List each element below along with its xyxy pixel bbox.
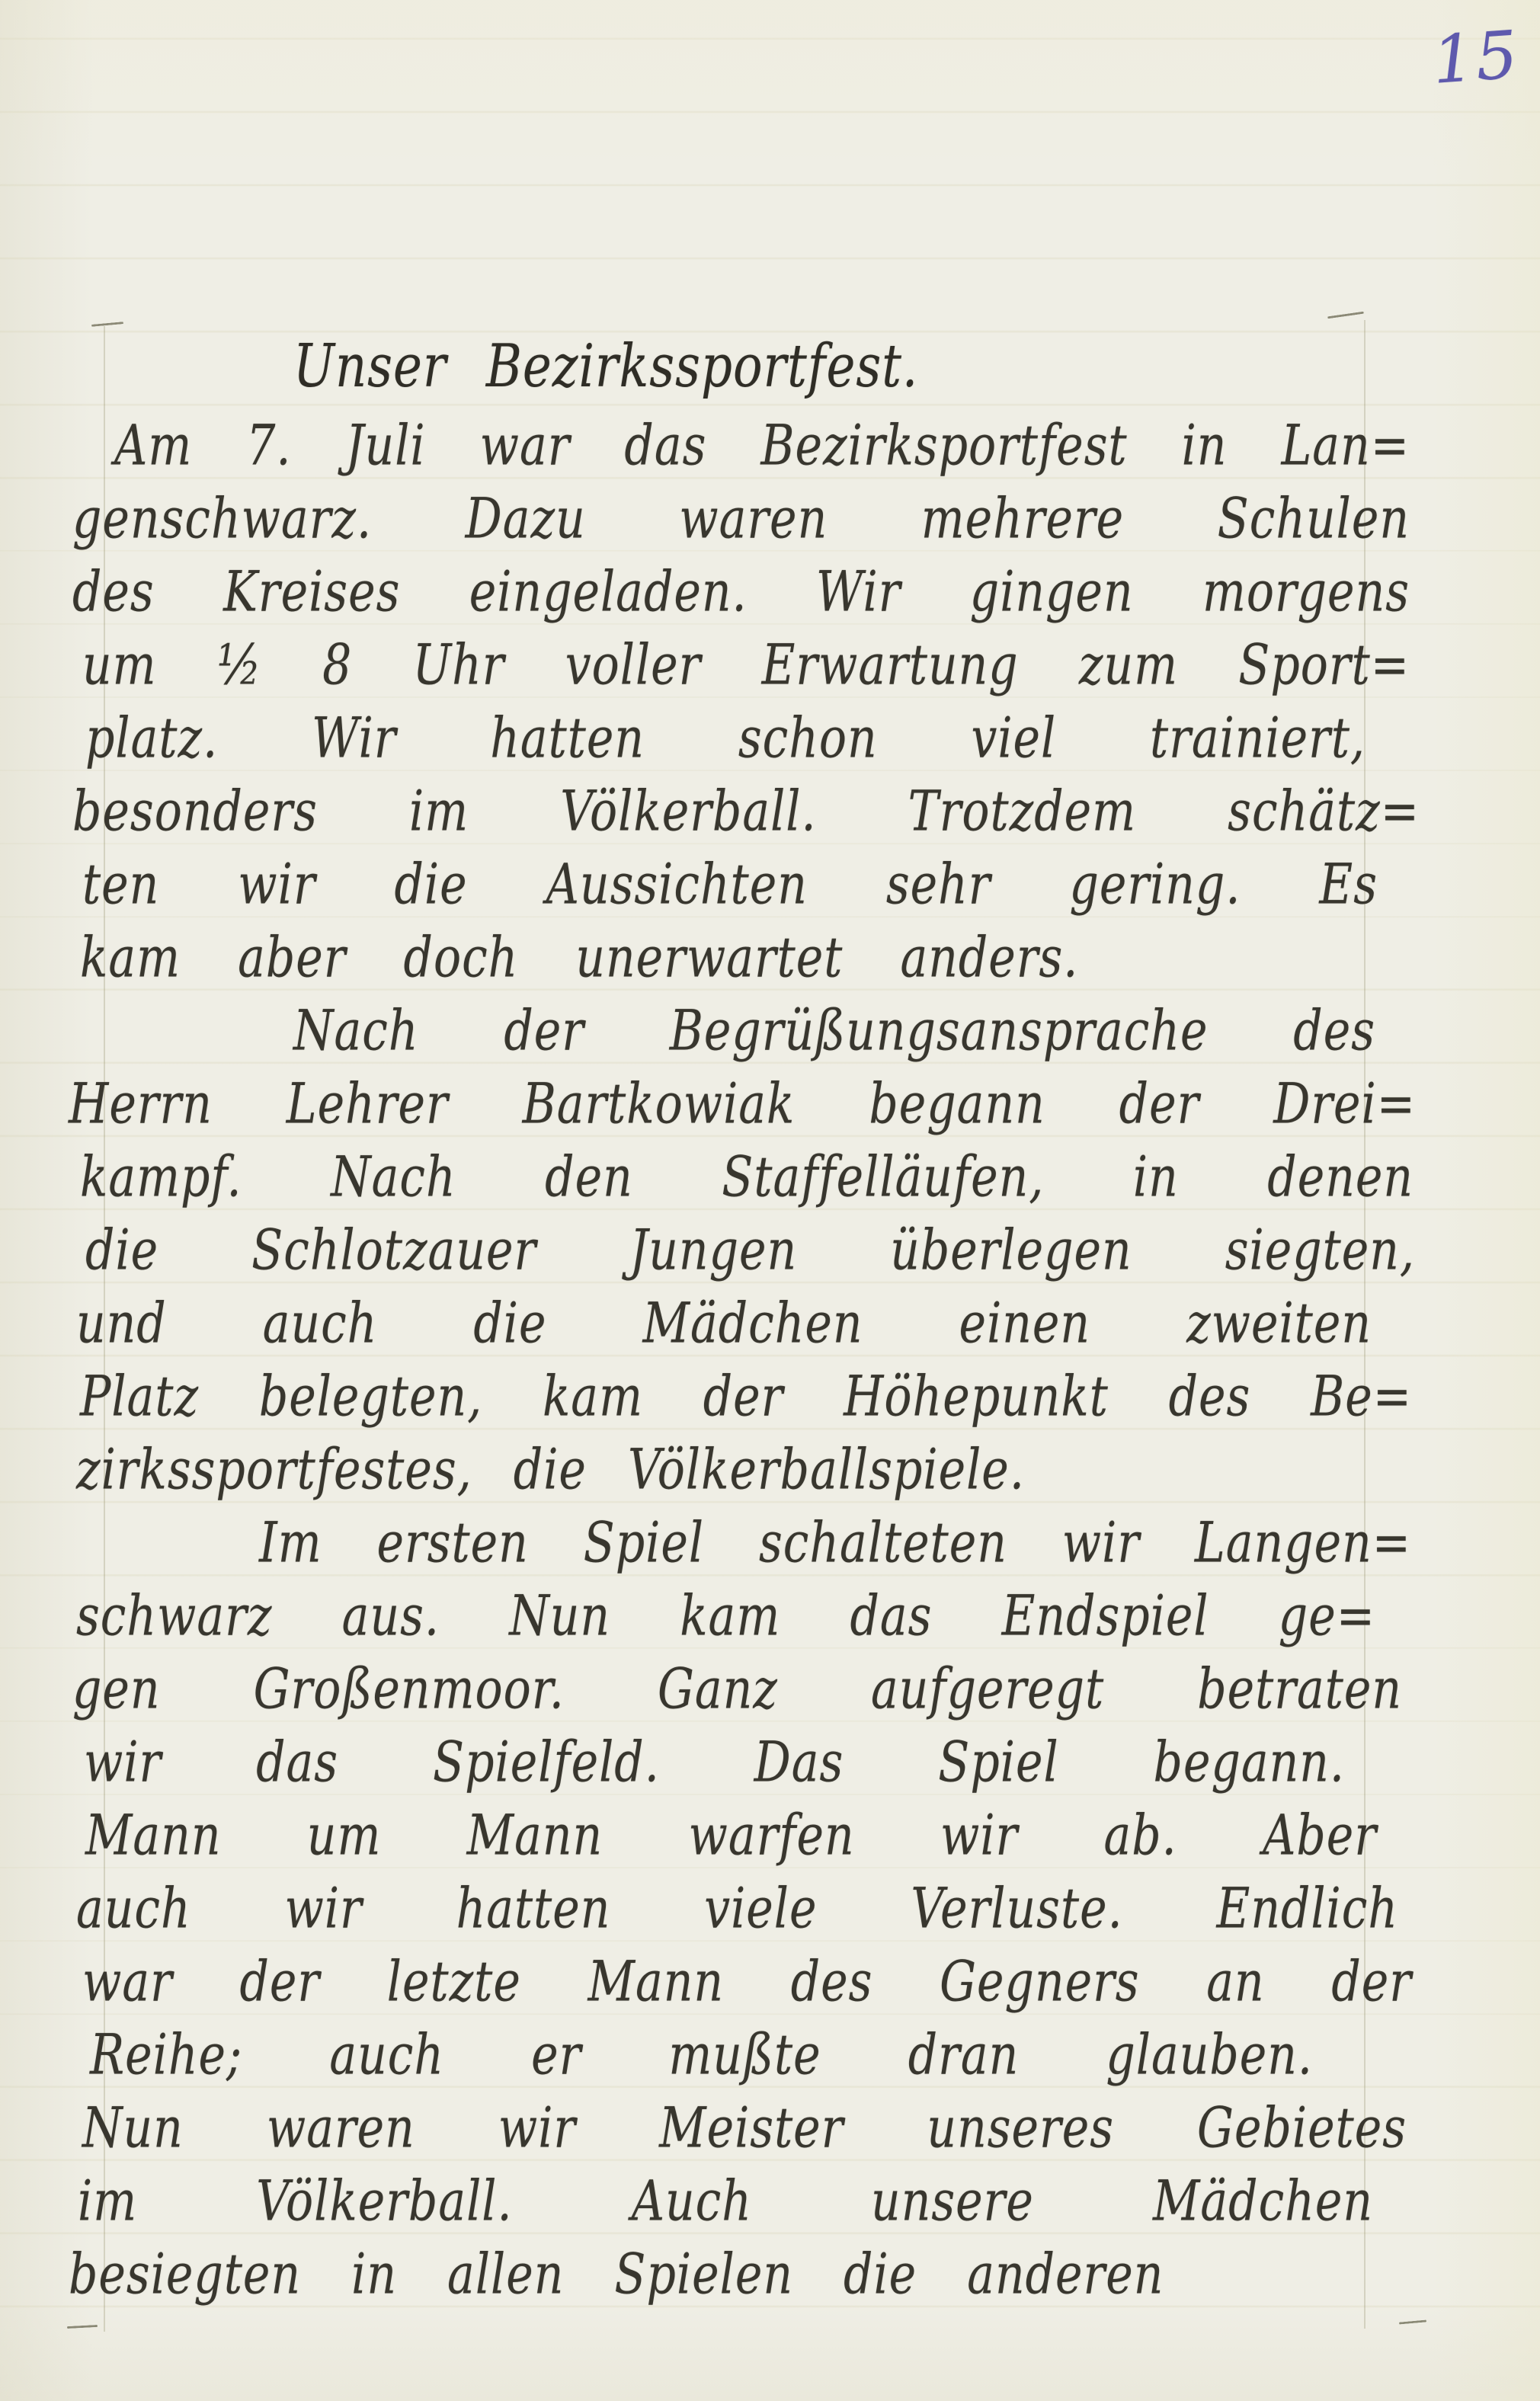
handwritten-line: und auch die Mädchen einen zweiten <box>76 1291 1372 1356</box>
handwritten-line: Nach der Begrüßungsansprache des <box>293 998 1375 1064</box>
handwritten-line: wir das Spielfeld. Das Spiel begann. <box>84 1730 1345 1795</box>
handwritten-line: Am 7. Juli war das Bezirksportfest in Lan= <box>114 413 1410 479</box>
handwritten-line: Im ersten Spiel schalteten wir Langen= <box>259 1510 1411 1576</box>
handwritten-line: zirkssportfestes, die Völkerballspiele. <box>76 1437 1025 1503</box>
handwritten-line: im Völkerball. Auch unsere Mädchen <box>78 2169 1373 2234</box>
handwritten-line: des Kreises eingeladen. Wir gingen morgens <box>72 559 1410 625</box>
page-number: 15 <box>1430 17 1522 99</box>
handwritten-line: Mann um Mann warfen wir ab. Aber <box>85 1803 1377 1868</box>
handwritten-line: genschwarz. Dazu waren mehrere Schulen <box>72 486 1410 552</box>
handwritten-line: war der letzte Mann des Gegners an der <box>82 1949 1412 2015</box>
handwritten-line: Nun waren wir Meister unseres Gebietes <box>82 2095 1407 2161</box>
corner-tick-bottom-left <box>67 2325 98 2329</box>
handwritten-line: Herrn Lehrer Bartkowiak begann der Drei= <box>69 1071 1416 1137</box>
handwritten-line: Platz belegten, kam der Höhepunkt des Be= <box>80 1364 1412 1429</box>
handwritten-line: gen Großenmoor. Ganz aufgeregt betraten <box>72 1657 1402 1722</box>
handwritten-line: kam aber doch unerwartet anders. <box>80 925 1079 991</box>
handwritten-line: platz. Wir hatten schon viel trainiert, <box>85 706 1366 771</box>
handwritten-line: schwarz aus. Nun kam das Endspiel ge= <box>76 1583 1375 1649</box>
handwritten-line: kampf. Nach den Staffelläufen, in denen <box>80 1144 1414 1210</box>
corner-tick-bottom-right <box>1399 2319 1426 2324</box>
handwritten-line: auch wir hatten viele Verluste. Endlich <box>76 1876 1398 1942</box>
handwritten-line: Reihe; auch er mußte dran glauben. <box>90 2022 1313 2088</box>
handwritten-line: besiegten in allen Spielen die anderen <box>69 2242 1164 2307</box>
handwritten-line: besonders im Völkerball. Trotzdem schätz= <box>72 779 1420 844</box>
handwritten-line: die Schlotzauer Jungen überlegen siegten, <box>85 1218 1415 1283</box>
essay-title: Unser Bezirkssportfest. <box>293 332 919 402</box>
handwritten-line: um ½ 8 Uhr voller Erwartung zum Sport= <box>82 632 1410 698</box>
handwritten-line: ten wir die Aussichten sehr gering. Es <box>82 852 1378 917</box>
corner-tick-top-left <box>91 322 123 327</box>
corner-tick-top-right <box>1327 312 1364 319</box>
